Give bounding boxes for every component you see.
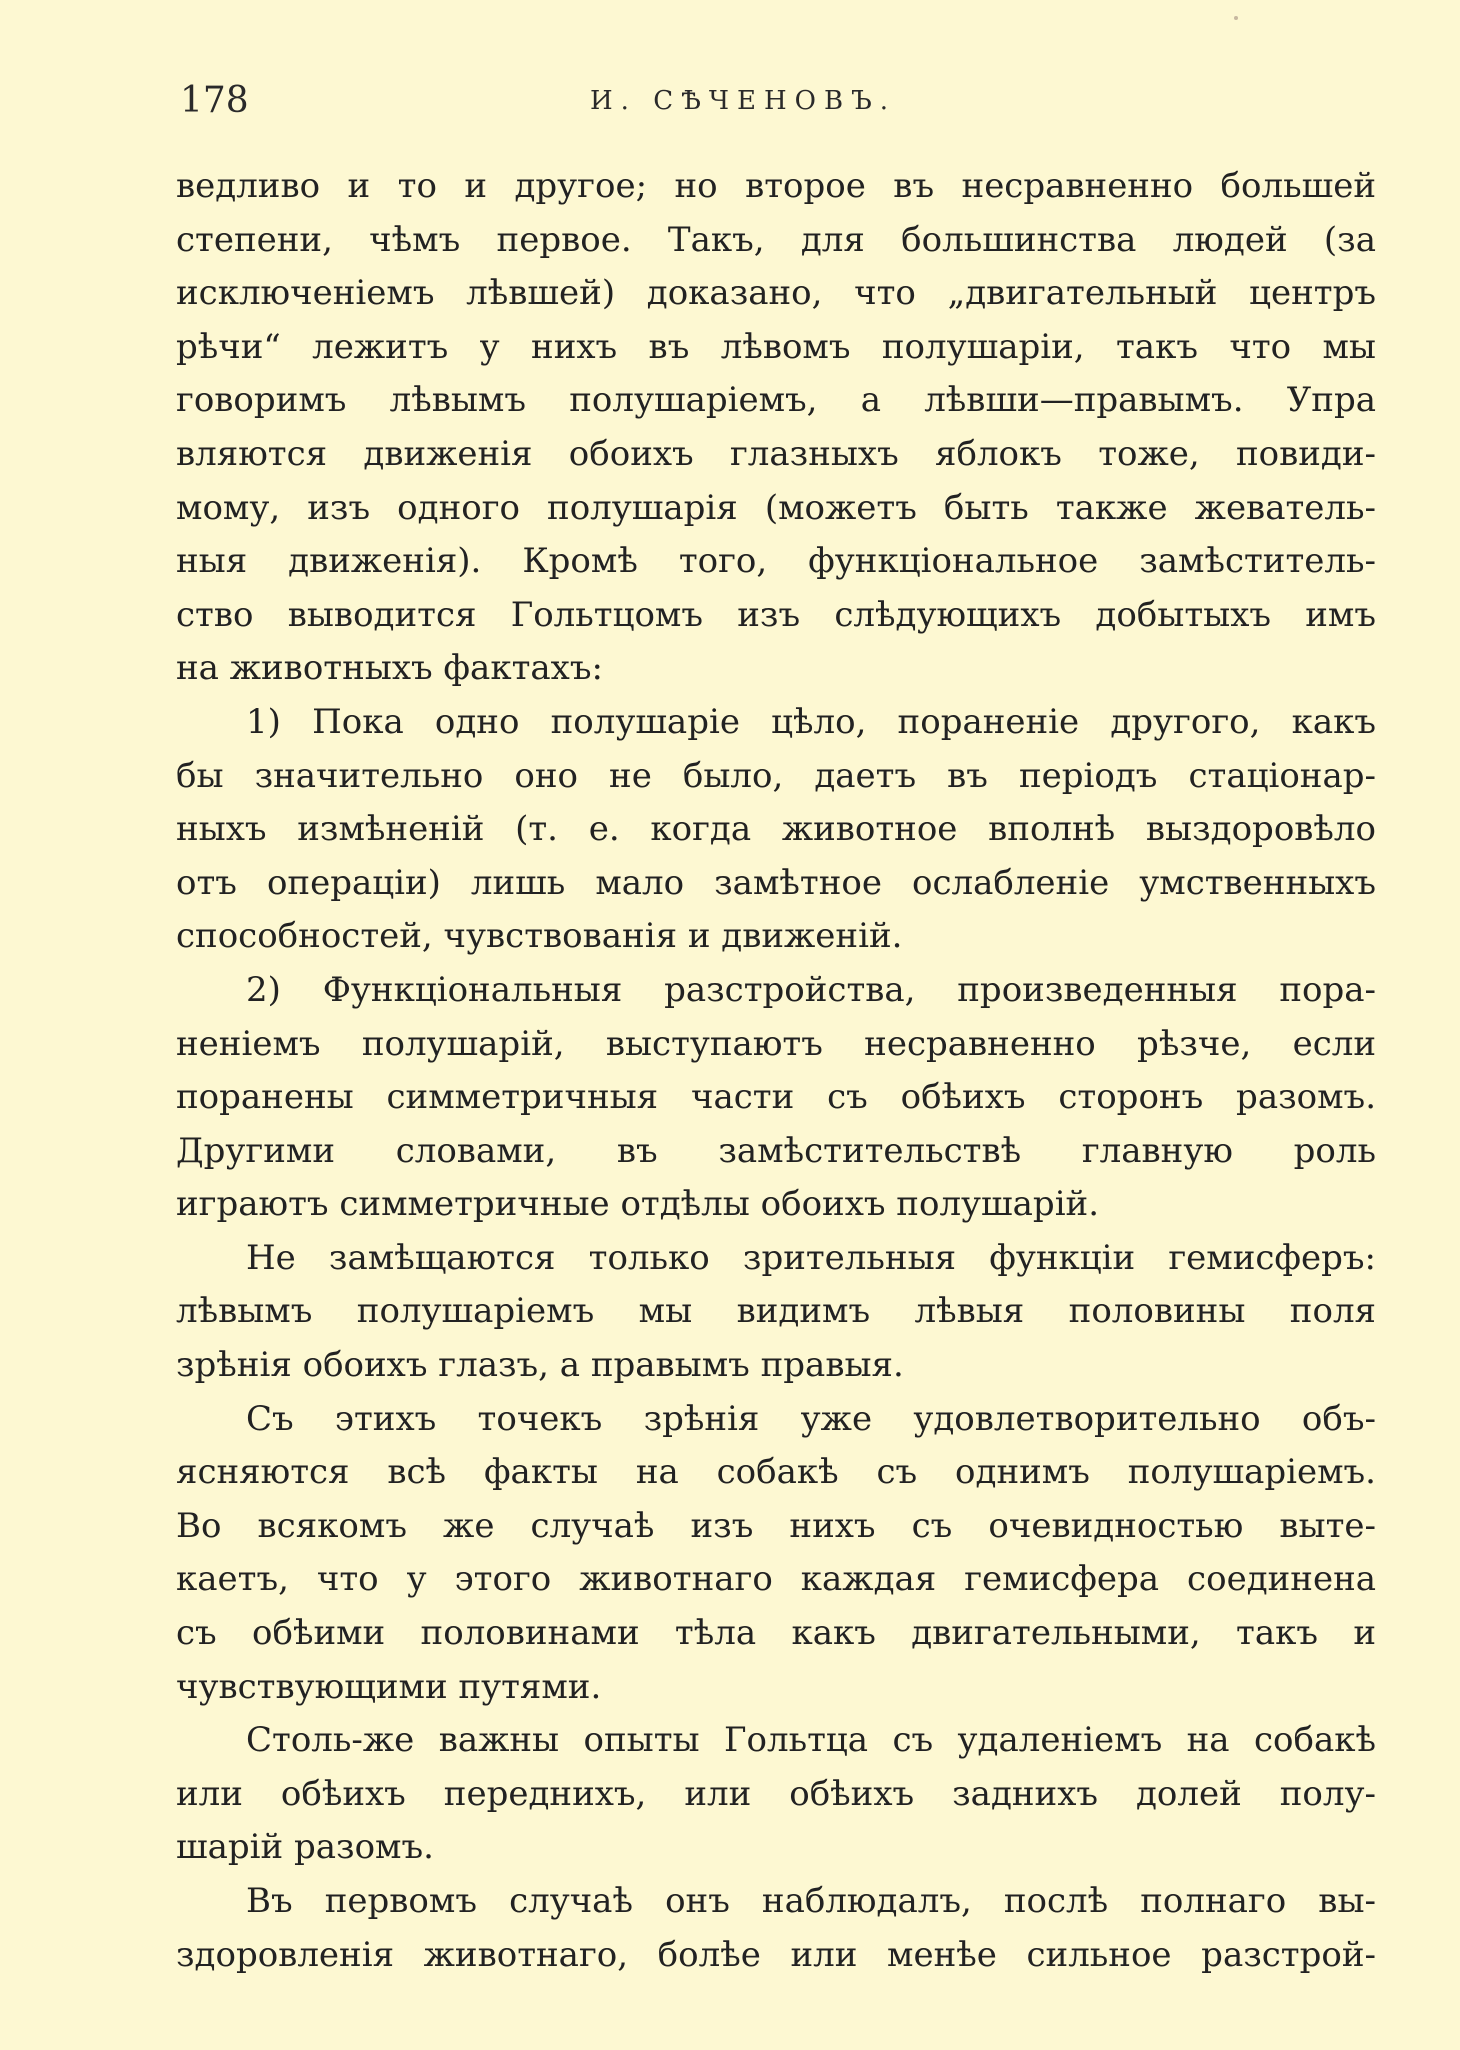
text-line: зрѣнія обоихъ глазъ, а правымъ правыя. <box>176 1345 904 1386</box>
body-text <box>176 160 1376 1982</box>
text-line: Во всякомъ же случаѣ изъ нихъ съ очевидностью выте- <box>176 1505 1376 1546</box>
text-line: степени, чѣмъ первое. Такъ, для большинства людей (за <box>176 219 1376 260</box>
text-line: Другими словами, въ замѣстительствѣ главную роль <box>176 1130 1376 1171</box>
text-line: Съ этихъ точекъ зрѣнія уже удовлетворительно объ- <box>246 1398 1376 1439</box>
speck-mark <box>1234 16 1238 20</box>
page-number: 178 <box>180 80 249 121</box>
text-line: вляются движенія обоихъ глазныхъ яблокъ тоже, повиди- <box>176 433 1376 474</box>
text-line: 2) Функціональныя разстройства, произведенныя пора- <box>246 969 1376 1010</box>
text-line: ведливо и то и другое; но второе въ несравненно большей <box>176 166 1376 206</box>
text-line: рѣчи“ лежитъ у нихъ въ лѣвомъ полушаріи, такъ что мы <box>176 326 1376 367</box>
text-line: чувствующими путями. <box>176 1666 602 1707</box>
text-line: исключеніемъ лѣвшей) доказано, что „двигательный центръ <box>176 273 1376 314</box>
text-line: способностей, чувствованія и движеній. <box>176 916 903 957</box>
text-line: на животныхъ фактахъ: <box>176 648 603 689</box>
page-header <box>180 76 1370 126</box>
text-line: неніемъ полушарій, выступаютъ несравненно рѣзче, если <box>176 1023 1376 1064</box>
text-line: говоримъ лѣвымъ полушаріемъ, а лѣвши—правымъ. Упра <box>176 380 1376 421</box>
text-line: 1) Пока одно полушаріе цѣло, пораненіе другого, какъ <box>246 701 1376 742</box>
text-line: шарій разомъ. <box>176 1827 434 1868</box>
running-title: И. СѢЧЕНОВЪ. <box>590 86 896 116</box>
text-line: или обѣихъ переднихъ, или обѣихъ заднихъ долей полу- <box>176 1773 1376 1814</box>
text-line: Столь-же важны опыты Гольтца съ удаленіемъ на собакѣ <box>246 1720 1376 1761</box>
text-line: Въ первомъ случаѣ онъ наблюдалъ, послѣ полнаго вы- <box>246 1881 1376 1921</box>
text-line: ство выводится Гольтцомъ изъ слѣдующихъ добытыхъ имъ <box>176 594 1376 635</box>
text-line: каетъ, что у этого животнаго каждая гемисфера соединена <box>176 1559 1376 1600</box>
text-line: Не замѣщаются только зрительныя функціи гемисферъ: <box>246 1237 1376 1278</box>
text-line: играютъ симметричные отдѣлы обоихъ полушарій. <box>176 1184 1100 1225</box>
text-line: бы значительно оно не было, даетъ въ періодъ стаціонар- <box>176 755 1376 796</box>
text-line: отъ операціи) лишь мало замѣтное ослабленіе умственныхъ <box>176 862 1376 903</box>
text-line: ныя движенія). Кромѣ того, функціональное замѣститель- <box>176 541 1376 582</box>
text-line: мому, изъ одного полушарія (можетъ быть также жеватель- <box>176 487 1376 528</box>
text-line: ныхъ измѣненій (т. е. когда животное вполнѣ выздоровѣло <box>176 809 1376 850</box>
text-line: лѣвымъ полушаріемъ мы видимъ лѣвыя половины поля <box>176 1291 1376 1332</box>
text-line: поранены симметричныя части съ обѣихъ сторонъ разомъ. <box>176 1077 1376 1118</box>
text-line: ясняются всѣ факты на собакѣ съ однимъ полушаріемъ. <box>176 1452 1376 1493</box>
text-line: здоровленія животнаго, болѣе или менѣе сильное разстрой- <box>176 1934 1376 1975</box>
text-line: съ обѣими половинами тѣла какъ двигательными, такъ и <box>176 1613 1376 1654</box>
